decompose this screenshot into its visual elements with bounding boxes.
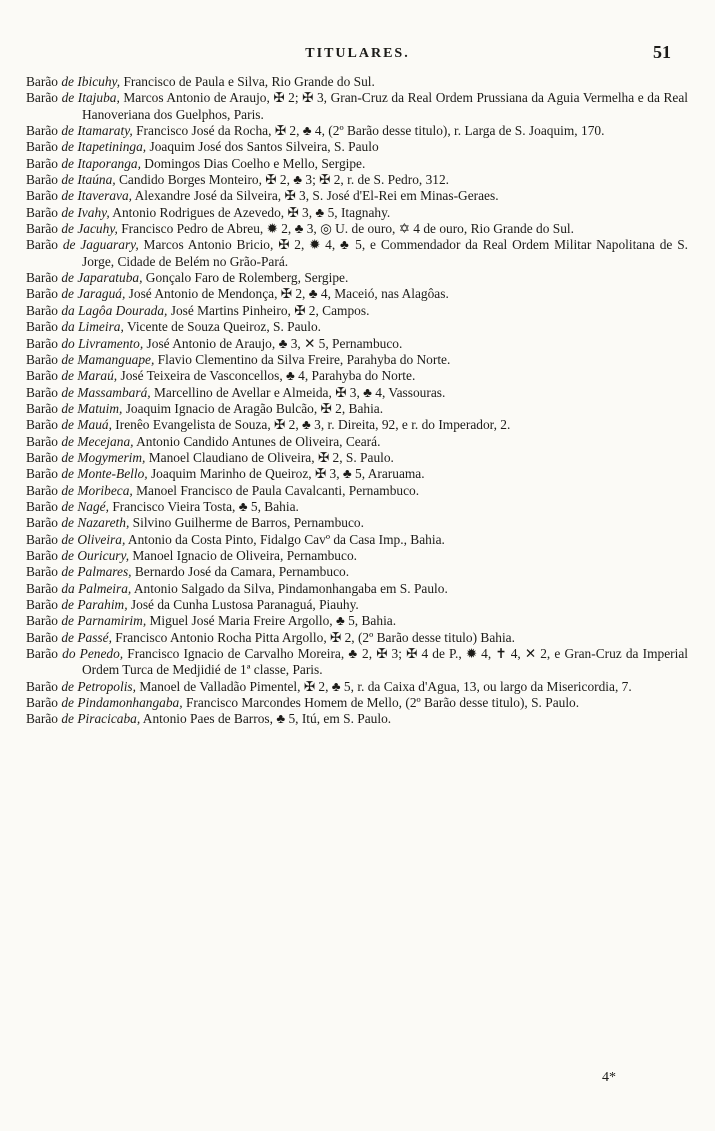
entry-details: Joaquim Ignacio de Aragão Bulcão, ✠ 2, Bahia.: [122, 400, 384, 416]
entry-title-place: Mecejana,: [77, 433, 134, 449]
entry-particle: de: [61, 417, 74, 433]
entry-particle: de: [61, 711, 74, 727]
entry-title-place: Itaúna,: [77, 172, 116, 188]
entry-particle: de: [61, 449, 74, 465]
title-entry: [26, 336, 688, 352]
title-entry: [26, 597, 688, 613]
entry-rank: Barão: [26, 678, 58, 694]
title-entry: [26, 695, 688, 711]
entry-title-place: Ivahy,: [77, 204, 110, 220]
entry-details: Manoel Claudiano de Oliveira, ✠ 2, S. Paulo.: [145, 449, 394, 465]
entry-title-place: Pindamonhangaba,: [77, 695, 183, 711]
page-title: TITULARES.: [305, 46, 410, 61]
entry-particle: de: [61, 597, 74, 612]
entry-title-place: Itapetininga,: [77, 139, 147, 155]
entry-rank: Barão: [26, 482, 58, 498]
entry-particle: de: [61, 678, 74, 694]
entry-rank: Barão: [26, 172, 58, 188]
title-entry: [26, 237, 688, 270]
entry-rank: Barão: [26, 188, 58, 204]
printer-signature: 4*: [602, 1070, 616, 1085]
title-entry: [26, 205, 688, 221]
title-entry: [26, 188, 688, 204]
entry-particle: de: [61, 351, 74, 367]
entry-particle: de: [61, 498, 74, 514]
entry-rank: Barão: [26, 286, 58, 302]
entry-details: Antonio Salgado da Silva, Pindamonhangaba em S. Paulo.: [131, 580, 448, 596]
entry-particle: de: [61, 433, 74, 449]
title-entry: [26, 156, 688, 172]
entry-title-place: Japaratuba,: [77, 270, 143, 286]
titles-list: [26, 74, 688, 728]
entry-particle: de: [61, 384, 74, 400]
entry-details: José Martins Pinheiro, ✠ 2, Campos.: [167, 302, 370, 318]
entry-title-place: Mogymerim,: [77, 449, 146, 465]
entry-details: Manoel Ignacio de Oliveira, Pernambuco.: [129, 547, 357, 563]
entry-title-place: Oliveira,: [77, 531, 126, 547]
entry-title-place: Passé,: [77, 629, 112, 645]
entry-particle: de: [61, 270, 74, 286]
title-entry: [26, 434, 688, 450]
entry-details: Flavio Clementino da Silva Freire, Parahyba do Norte.: [154, 351, 451, 367]
entry-rank: Barão: [26, 433, 58, 449]
entry-title-place: Mauá,: [77, 417, 112, 433]
entry-title-place: Itamaraty,: [77, 123, 133, 139]
entry-details: Vicente de Souza Queiroz, S. Paulo.: [123, 319, 322, 335]
entry-details: Joaquim Marinho de Queiroz, ✠ 3, ♣ 5, Araruama.: [147, 466, 425, 482]
entry-details: Domingos Dias Coelho e Mello, Sergipe.: [140, 155, 366, 171]
entry-details: Joaquim José dos Santos Silveira, S. Paulo: [146, 139, 379, 155]
entry-particle: de: [61, 564, 74, 580]
entry-rank: Barão: [26, 319, 58, 335]
entry-rank: Barão: [26, 351, 58, 367]
title-entry: [26, 172, 688, 188]
entry-details: Marcellino de Avellar e Almeida, ✠ 3, ♣ 4, Vassouras.: [150, 384, 446, 400]
title-entry: [26, 548, 688, 564]
running-header: [0, 42, 715, 68]
title-entry: [26, 679, 688, 695]
entry-details: Francisco Ignacio de Carvalho Moreira, ♣ 2, ✠ 3; ✠ 4 de P., ✹ 4, ✝ 4, ✕ 2, e Gran-Cruz da Imperial Ordem Turca de Medjidié de 1ª classe, Paris.: [82, 646, 688, 678]
entry-details: Miguel José Maria Freire Argollo, ♣ 5, Bahia.: [146, 613, 397, 629]
title-entry: [26, 466, 688, 482]
entry-particle: de: [61, 188, 74, 204]
entry-rank: Barão: [26, 335, 58, 351]
entry-title-place: Limeira,: [78, 319, 124, 335]
entry-rank: Barão: [26, 123, 58, 139]
title-entry: [26, 123, 688, 139]
entry-particle: de: [61, 123, 74, 139]
entry-details: Gonçalo Faro de Rolemberg, Sergipe.: [142, 270, 349, 286]
entry-details: Alexandre José da Silveira, ✠ 3, S. José d'El-Rei em Minas-Geraes.: [132, 188, 499, 204]
title-entry: [26, 319, 688, 335]
entry-particle: de: [61, 172, 74, 188]
entry-particle: de: [61, 90, 75, 106]
entry-particle: de: [61, 515, 74, 531]
entry-details: José Teixeira de Vasconcellos, ♣ 4, Parahyba do Norte.: [117, 368, 416, 384]
entry-title-place: Penedo,: [79, 646, 124, 662]
entry-rank: Barão: [26, 613, 58, 629]
entry-title-place: Massambará,: [77, 384, 151, 400]
title-entry: [26, 286, 688, 302]
entry-rank: Barão: [26, 449, 58, 465]
entry-title-place: Jaguarary,: [80, 237, 139, 253]
entry-rank: Barão: [26, 221, 58, 237]
entry-title-place: Maraú,: [77, 368, 118, 384]
entry-title-place: Mamanguape,: [77, 351, 155, 367]
entry-rank: Barão: [26, 531, 58, 547]
entry-title-place: Ibicuhy,: [77, 74, 121, 89]
entry-title-place: Parnamirim,: [77, 613, 147, 629]
entry-rank: Barão: [26, 400, 58, 416]
entry-title-place: Nagé,: [77, 498, 109, 514]
entry-rank: Barão: [26, 515, 58, 531]
title-entry: [26, 368, 688, 384]
entry-particle: da: [61, 302, 75, 318]
title-entry: [26, 352, 688, 368]
title-entry: [26, 515, 688, 531]
title-entry: [26, 613, 688, 629]
entry-particle: de: [61, 466, 74, 482]
title-entry: [26, 417, 688, 433]
entry-title-place: Itaverava,: [77, 188, 132, 204]
entry-title-place: Monte-Bello,: [77, 466, 148, 482]
entry-rank: Barão: [26, 90, 58, 106]
entry-title-place: Palmeira,: [78, 580, 132, 596]
entry-particle: do: [62, 646, 76, 662]
entry-details: Silvino Guilherme de Barros, Pernambuco.: [129, 515, 364, 531]
entry-title-place: Matuim,: [77, 400, 123, 416]
title-entry: [26, 532, 688, 548]
entry-rank: Barão: [26, 629, 58, 645]
entry-details: José Antonio de Araujo, ♣ 3, ✕ 5, Pernambuco.: [143, 335, 403, 351]
entry-particle: de: [61, 482, 74, 498]
entry-particle: de: [61, 139, 74, 155]
entry-title-place: Palmares,: [77, 564, 132, 580]
entry-details: Manoel Francisco de Paula Cavalcanti, Pernambuco.: [132, 482, 420, 498]
entry-details: Bernardo José da Camara, Pernambuco.: [131, 564, 350, 580]
entry-particle: de: [61, 613, 74, 629]
entry-title-place: Livramento,: [78, 335, 144, 351]
entry-details: Antonio Paes de Barros, ♣ 5, Itú, em S. Paulo.: [140, 711, 392, 727]
entry-title-place: Piracicaba,: [77, 711, 141, 727]
title-entry: [26, 630, 688, 646]
title-entry: [26, 74, 688, 90]
title-entry: [26, 711, 688, 727]
entry-rank: Barão: [26, 139, 58, 155]
title-entry: [26, 581, 688, 597]
entry-rank: Barão: [26, 155, 58, 171]
entry-title-place: Petropolis,: [77, 678, 136, 694]
title-entry: [26, 646, 688, 679]
entry-details: Francisco José da Rocha, ✠ 2, ♣ 4, (2º Barão desse titulo), r. Larga de S. Joaquim, 170.: [132, 123, 605, 139]
title-entry: [26, 450, 688, 466]
entry-particle: de: [61, 286, 74, 302]
entry-title-place: Jaraguá,: [77, 286, 126, 302]
entry-rank: Barão: [26, 564, 58, 580]
entry-rank: Barão: [26, 646, 58, 662]
entry-rank: Barão: [26, 711, 58, 727]
entry-particle: de: [61, 368, 74, 384]
entry-particle: de: [61, 400, 74, 416]
entry-rank: Barão: [26, 580, 58, 596]
entry-details: Marcos Antonio de Araujo, ✠ 2; ✠ 3, Gran-Cruz da Real Ordem Prussiana da Aguia Vermelha e da Real Hanoveriana dos Guelphos, Paris.: [82, 90, 688, 122]
entry-title-place: Itajuba,: [77, 90, 120, 106]
entry-title-place: Lagôa Dourada,: [78, 302, 168, 318]
entry-rank: Barão: [26, 270, 58, 286]
title-entry: [26, 499, 688, 515]
entry-details: Marcos Antonio Bricio, ✠ 2, ✹ 4, ♣ 5, e Commendador da Real Ordem Militar Napolitana de S. Jorge, Cidade de Belém no Grão-Pará.: [82, 237, 688, 269]
entry-details: Francisco Marcondes Homem de Mello, (2º Barão desse titulo), S. Paulo.: [182, 695, 580, 711]
title-entry: [26, 270, 688, 286]
entry-particle: de: [61, 204, 74, 220]
entry-details: José da Cunha Lustosa Paranaguá, Piauhy.: [127, 597, 359, 612]
entry-details: Antonio Rodrigues de Azevedo, ✠ 3, ♣ 5, Itagnahy.: [109, 204, 391, 220]
entry-details: Antonio Candido Antunes de Oliveira, Ceará.: [133, 433, 381, 449]
entry-particle: de: [61, 531, 74, 547]
page-number: 51: [653, 42, 671, 62]
entry-particle: de: [61, 155, 74, 171]
entry-particle: de: [61, 629, 74, 645]
entry-rank: Barão: [26, 466, 58, 482]
entry-details: Manoel de Valladão Pimentel, ✠ 2, ♣ 5, r. da Caixa d'Agua, 13, ou largo da Misericordia, 7.: [136, 678, 632, 694]
title-entry: [26, 483, 688, 499]
entry-details: Candido Borges Monteiro, ✠ 2, ♣ 3; ✠ 2, r. de S. Pedro, 312.: [115, 172, 450, 188]
entry-rank: Barão: [26, 597, 58, 612]
title-entry: [26, 385, 688, 401]
entry-particle: de: [61, 695, 74, 711]
entry-details: Francisco Pedro de Abreu, ✹ 2, ♣ 3, ◎ U. de ouro, ✡ 4 de ouro, Rio Grande do Sul.: [117, 221, 574, 237]
entry-particle: da: [61, 319, 75, 335]
entry-particle: de: [61, 547, 74, 563]
entry-details: Francisco Vieira Tosta, ♣ 5, Bahia.: [108, 498, 299, 514]
entry-rank: Barão: [26, 498, 58, 514]
entry-particle: de: [61, 74, 74, 89]
entry-details: Irenêo Evangelista de Souza, ✠ 2, ♣ 3, r. Direita, 92, e r. do Imperador, 2.: [111, 417, 511, 433]
entry-details: José Antonio de Mendonça, ✠ 2, ♣ 4, Maceió, nas Alagôas.: [125, 286, 449, 302]
entry-particle: da: [61, 580, 75, 596]
title-entry: [26, 303, 688, 319]
entry-title-place: Parahim,: [77, 597, 128, 612]
entry-rank: Barão: [26, 302, 58, 318]
entry-rank: Barão: [26, 547, 58, 563]
title-entry: [26, 564, 688, 580]
entry-details: Antonio da Costa Pinto, Fidalgo Cavº da Casa Imp., Bahia.: [125, 531, 445, 547]
entry-title-place: Ouricury,: [77, 547, 130, 563]
title-entry: [26, 90, 688, 123]
entry-title-place: Itaporanga,: [77, 155, 141, 171]
entry-rank: Barão: [26, 417, 58, 433]
entry-rank: Barão: [26, 384, 58, 400]
title-entry: [26, 139, 688, 155]
entry-rank: Barão: [26, 204, 58, 220]
title-entry: [26, 221, 688, 237]
entry-rank: Barão: [26, 695, 58, 711]
entry-title-place: Nazareth,: [77, 515, 130, 531]
entry-particle: do: [61, 335, 75, 351]
entry-particle: de: [62, 237, 76, 253]
entry-title-place: Jacuhy,: [77, 221, 118, 237]
entry-title-place: Moribeca,: [77, 482, 133, 498]
entry-details: Francisco de Paula e Silva, Rio Grande do Sul.: [120, 74, 375, 89]
title-entry: [26, 401, 688, 417]
entry-rank: Barão: [26, 74, 58, 89]
entry-rank: Barão: [26, 368, 58, 384]
entry-details: Francisco Antonio Rocha Pitta Argollo, ✠ 2, (2º Barão desse titulo) Bahia.: [111, 629, 515, 645]
entry-particle: de: [61, 221, 74, 237]
entry-rank: Barão: [26, 237, 58, 253]
